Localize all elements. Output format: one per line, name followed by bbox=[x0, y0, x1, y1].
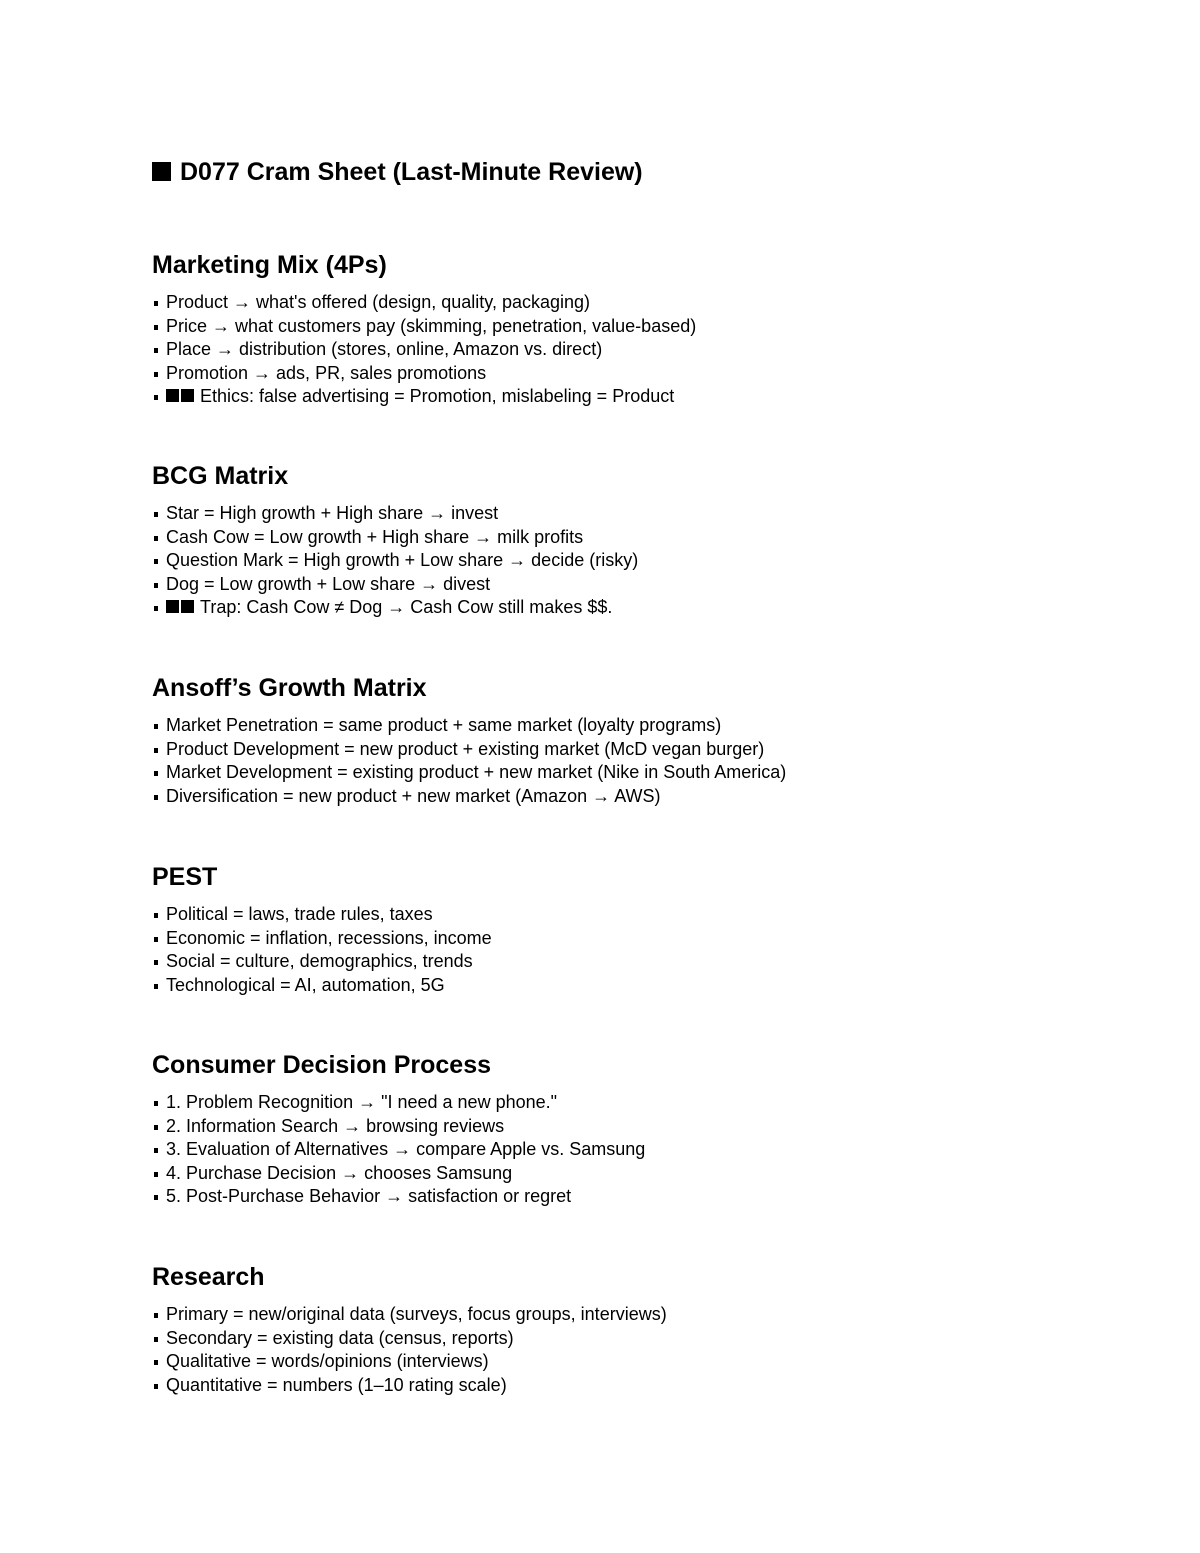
list-item-text: 2. Information Search → browsing reviews bbox=[166, 1115, 505, 1136]
list-item bbox=[152, 1374, 1052, 1398]
list-item bbox=[152, 974, 1052, 998]
list-item bbox=[152, 950, 1052, 974]
list-item-text: Place → distribution (stores, online, Amazon vs. direct) bbox=[166, 339, 603, 360]
list-item bbox=[152, 1303, 1052, 1327]
bullet-icon bbox=[154, 724, 158, 729]
list-item-text: 5. Post-Purchase Behavior → satisfaction or regret bbox=[166, 1186, 572, 1207]
list-item-text: Star = High growth + High share → invest bbox=[166, 503, 499, 523]
bullet-icon bbox=[154, 536, 158, 541]
page-title-text: D077 Cram Sheet (Last-Minute Review) bbox=[180, 158, 643, 186]
section-heading: Consumer Decision Process bbox=[152, 1051, 492, 1079]
bullet-icon bbox=[154, 771, 158, 776]
bullet-icon bbox=[154, 1125, 158, 1130]
bullet-icon bbox=[154, 960, 158, 965]
bullet-icon bbox=[154, 348, 158, 353]
bullet-icon bbox=[154, 395, 158, 400]
list-item bbox=[152, 573, 1052, 597]
bullet-icon bbox=[154, 937, 158, 942]
list-item bbox=[152, 903, 1052, 927]
list-item-text: Primary = new/original data (surveys, focus groups, interviews) bbox=[166, 1304, 667, 1324]
list-item bbox=[152, 1138, 1052, 1162]
list-item bbox=[152, 291, 1052, 315]
bullet-icon bbox=[154, 1148, 158, 1153]
warning-icon bbox=[166, 386, 200, 406]
bullet-list bbox=[152, 714, 1052, 808]
list-item-text: Price → what customers pay (skimming, penetration, value-based) bbox=[166, 315, 697, 336]
list-item bbox=[152, 315, 1052, 339]
section-heading: PEST bbox=[152, 863, 218, 891]
list-item bbox=[152, 338, 1052, 362]
list-item-text: Promotion → ads, PR, sales promotions bbox=[166, 362, 487, 383]
section-bcg-matrix bbox=[152, 460, 1052, 620]
section-heading: BCG Matrix bbox=[152, 462, 289, 490]
list-item bbox=[152, 362, 1052, 386]
section-marketing-mix-4ps bbox=[152, 249, 1052, 409]
bullet-icon bbox=[154, 748, 158, 753]
bullet-icon bbox=[154, 1172, 158, 1177]
list-item bbox=[152, 1115, 1052, 1139]
list-item-text: Social = culture, demographics, trends bbox=[166, 951, 473, 972]
list-item-text: Economic = inflation, recessions, income bbox=[166, 927, 492, 948]
list-item-text: 4. Purchase Decision → chooses Samsung bbox=[166, 1162, 513, 1183]
list-item-text: Dog = Low growth + Low share → divest bbox=[166, 573, 491, 594]
list-item-text: 1. Problem Recognition → "I need a new phone." bbox=[166, 1092, 558, 1112]
list-item-text: Trap: Cash Cow ≠ Dog → Cash Cow still makes $$. bbox=[200, 597, 613, 618]
list-item bbox=[152, 1185, 1052, 1209]
list-item-text: Question Mark = High growth + Low share → decide (risky) bbox=[166, 550, 639, 571]
bullet-list bbox=[152, 1091, 1052, 1209]
list-item bbox=[152, 714, 1052, 738]
list-item bbox=[152, 738, 1052, 762]
list-item bbox=[152, 785, 1052, 809]
bullet-icon bbox=[154, 984, 158, 989]
list-item bbox=[152, 502, 1052, 526]
list-item-text: 3. Evaluation of Alternatives → compare Apple vs. Samsung bbox=[166, 1139, 646, 1160]
list-item-text: Market Penetration = same product + same market (loyalty programs) bbox=[166, 715, 722, 735]
bullet-icon bbox=[154, 301, 158, 306]
list-item-text: Product Development = new product + existing market (McD vegan burger) bbox=[166, 738, 765, 759]
list-item-text: Product → what's offered (design, quality, packaging) bbox=[166, 292, 591, 312]
list-item bbox=[152, 549, 1052, 573]
bullet-icon bbox=[154, 1384, 158, 1389]
bullet-icon bbox=[154, 372, 158, 377]
list-item bbox=[152, 1162, 1052, 1186]
bullet-icon bbox=[154, 512, 158, 517]
section-pest bbox=[152, 861, 1052, 997]
list-item-text: Diversification = new product + new market (Amazon → AWS) bbox=[166, 785, 661, 806]
list-item-text: Secondary = existing data (census, reports) bbox=[166, 1327, 514, 1348]
bullet-list bbox=[152, 1303, 1052, 1397]
bullet-icon bbox=[154, 606, 158, 611]
bullet-list bbox=[152, 291, 1052, 409]
black-square-icon bbox=[152, 162, 171, 181]
bullet-icon bbox=[154, 1313, 158, 1318]
bullet-icon bbox=[154, 1337, 158, 1342]
bullet-icon bbox=[154, 583, 158, 588]
bullet-icon bbox=[154, 1101, 158, 1106]
list-item-text: Ethics: false advertising = Promotion, mislabeling = Product bbox=[200, 386, 675, 407]
list-item-text: Technological = AI, automation, 5G bbox=[166, 974, 445, 995]
bullet-icon bbox=[154, 559, 158, 564]
bullet-list bbox=[152, 502, 1052, 620]
list-item bbox=[152, 526, 1052, 550]
section-heading: Research bbox=[152, 1263, 265, 1291]
list-item-text: Cash Cow = Low growth + High share → milk profits bbox=[166, 526, 584, 547]
list-item bbox=[152, 385, 1052, 409]
list-item bbox=[152, 1091, 1052, 1115]
bullet-icon bbox=[154, 325, 158, 330]
list-item bbox=[152, 927, 1052, 951]
section-ansoff-s-growth-matrix bbox=[152, 672, 1052, 808]
bullet-icon bbox=[154, 913, 158, 918]
list-item bbox=[152, 1327, 1052, 1351]
section-consumer-decision-process bbox=[152, 1049, 1052, 1209]
warning-icon bbox=[166, 597, 200, 617]
list-item-text: Quantitative = numbers (1–10 rating scale) bbox=[166, 1374, 507, 1395]
list-item-text: Market Development = existing product + new market (Nike in South America) bbox=[166, 762, 787, 783]
bullet-icon bbox=[154, 795, 158, 800]
list-item bbox=[152, 761, 1052, 785]
section-heading: Ansoff’s Growth Matrix bbox=[152, 674, 427, 702]
section-research bbox=[152, 1261, 1052, 1397]
list-item bbox=[152, 596, 1052, 620]
list-item-text: Political = laws, trade rules, taxes bbox=[166, 904, 433, 924]
list-item bbox=[152, 1350, 1052, 1374]
bullet-icon bbox=[154, 1360, 158, 1365]
section-heading: Marketing Mix (4Ps) bbox=[152, 251, 387, 279]
bullet-icon bbox=[154, 1195, 158, 1200]
page-title bbox=[152, 156, 643, 188]
bullet-list bbox=[152, 903, 1052, 997]
list-item-text: Qualitative = words/opinions (interviews) bbox=[166, 1351, 489, 1372]
